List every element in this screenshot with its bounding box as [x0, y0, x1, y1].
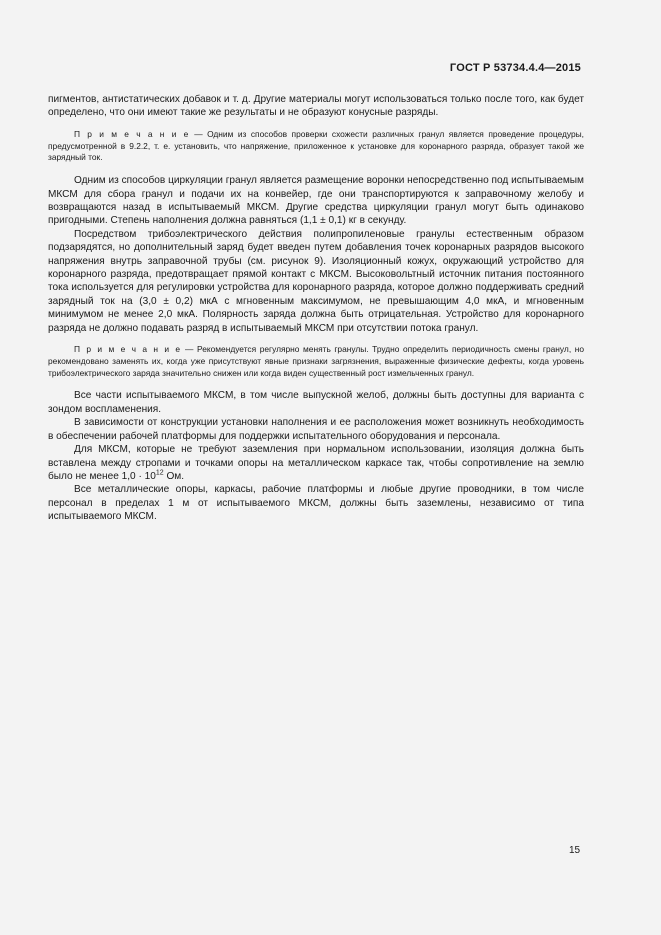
note-2 [48, 344, 584, 379]
paragraph-access: Все части испытываемого МКСМ, в том числе выпускной желоб, должны быть доступны для варианта с зондом воспламенения. [48, 390, 584, 415]
document-body [48, 93, 584, 524]
note-2-label: П р и м е ч а н и е [74, 344, 182, 355]
page-number: 15 [569, 845, 581, 856]
paragraph-circulation: Одним из способов циркуляции гранул является размещение воронки непосредственно под испытываемым МКСМ для сбора гранул и подачи их на конвейер, где они транспортируются к заправочному желобу и возвращаются назад в испытываемый МКСМ. Другие средства циркуляции гранул могут быть одинаково пригодными. Степень наполнения должна равняться (1,1 ± 0,1) кг в секунду. [48, 175, 584, 227]
note-1 [48, 129, 584, 164]
note-1-label: П р и м е ч а н и е [74, 128, 190, 139]
paragraph-continuation: пигментов, антистатических добавок и т. д. Другие материалы могут использоваться только после того, как будет определено, что они имеют такие же результаты и не образуют конусные разряды. [48, 94, 584, 119]
note-2-text: — Рекомендуется регулярно менять гранулы. Трудно определить периодичность смены гранул, но рекомендовано заменять их, когда уже присутствуют явные признаки загрязнения, выраженные физические дефекты, когда уровень трибоэлектрического заряда значительно снижен или когда виден существенный рост измельченных гранул. [48, 344, 585, 378]
paragraph-triboelectric: Посредством трибоэлектрического действия полипропиленовые гранулы естественным образом подзарядятся, но дополнительный заряд будет введен путем добавления точек коронарных разрядов высокого напряжения внутрь заправочной трубы (см. рисунок 9). Изоляционный кожух, окружающий устройство для коронарного разряда, предотвращает прямой контакт с МКСМ. Высоковольтный источник питания постоянного тока используется для регулировки устройства для коронарного разряда, которое должно поддерживать средний зарядный ток на (3,0 ± 0,2) мкА с мгновенным максимумом, не превышающим 4,0 мкА, и мгновенным минимумом не менее 2,0 мкА. Полярность заряда должна быть отрицательная. Устройство для коронарного разряда не должно подавать разряд в испытываемый МКСМ при отсутствии потока гранул. [48, 228, 584, 334]
insulation-text-a: Для МКСМ, которые не требуют заземления при нормальном использовании, изоляция должна быть вставлена между стропами и точками опоры на металлическом каркасе так, чтобы сопротивление на землю было не менее 1,0 · 10 [48, 444, 584, 482]
paragraph-insulation [48, 443, 584, 483]
paragraph-grounding: Все металлические опоры, каркасы, рабочие платформы и любые другие проводники, в том числе персонал в пределах 1 м от испытываемого МКСМ, должны быть заземлены, независимо от типа испытываемого МКСМ. [48, 484, 584, 523]
exponent: 12 [155, 469, 164, 477]
insulation-text-b: Ом. [163, 470, 185, 482]
note-1-text: — Одним из способов проверки схожести различных гранул является проведение процедуры, предусмотренной в 9.2.2, т. е. установить, что напряжение, приложенное к установке для коронарного разряда, образует такой же зарядный ток. [48, 128, 585, 163]
document-code: ГОСТ Р 53734.4.4—2015 [449, 62, 581, 74]
paragraph-platform: В зависимости от конструкции установки наполнения и ее расположения может возникнуть необходимость в обеспечении рабочей платформы для поддержки испытательного оборудования и персонала. [48, 417, 584, 442]
